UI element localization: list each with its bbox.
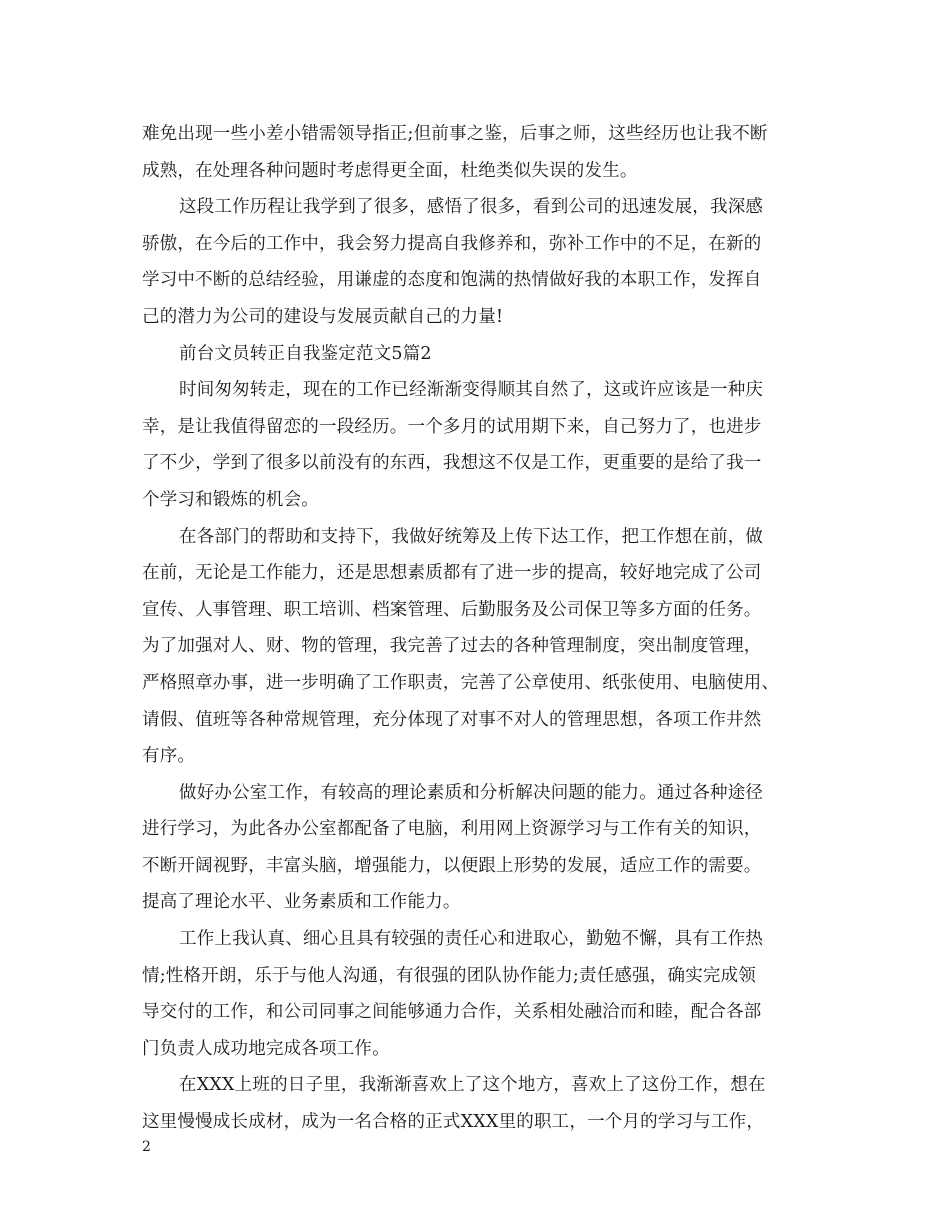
text-line: 为了加强对人、财、物的管理，我完善了过去的各种管理制度，突出制度管理， <box>142 636 762 657</box>
page-number: 2 <box>142 1139 151 1155</box>
text-line: 在前，无论是工作能力，还是思想素质都有了进一步的提高，较好地完成了公司 <box>142 563 762 584</box>
text-line: 门负责人成功地完成各项工作。 <box>142 1038 390 1059</box>
text-line: 成熟，在处理各种问题时考虑得更全面，杜绝类似失误的发生。 <box>142 160 638 181</box>
text-line: 不断开阔视野，丰富头脑，增强能力，以便跟上形势的发展，适应工作的需要。 <box>142 855 762 876</box>
text-line: 难免出现一些小差小错需领导指正;但前事之鉴，后事之师，这些经历也让我不断 <box>142 124 768 144</box>
text-line: 这段工作历程让我学到了很多，感悟了很多，看到公司的迅速发展，我深感 <box>179 197 764 218</box>
text-line: 个学习和锻炼的机会。 <box>142 489 319 510</box>
text-line: 进行学习，为此各办公室都配备了电脑，利用网上资源学习与工作有关的知识， <box>142 819 762 840</box>
text-line: 己的潜力为公司的建设与发展贡献自己的力量! <box>142 306 504 327</box>
text-line: 请假、值班等各种常规管理，充分体现了对事不对人的管理思想，各项工作井然 <box>142 709 762 730</box>
text-line: 严格照章办事，进一步明确了工作职责，完善了公章使用、纸张使用、电脑使用、 <box>142 672 780 693</box>
text-line: 学习中不断的总结经验，用谦虚的态度和饱满的热情做好我的本职工作，发挥自 <box>142 270 762 291</box>
text-line: 做好办公室工作，有较高的理论素质和分析解决问题的能力。通过各种途径 <box>179 782 764 803</box>
text-line: 时间匆匆转走，现在的工作已经渐渐变得顺其自然了，这或许应该是一种庆 <box>179 380 764 401</box>
text-line: 工作上我认真、细心且具有较强的责任心和进取心，勤勉不懈，具有工作热 <box>179 929 764 950</box>
text-line: 在各部门的帮助和支持下，我做好统筹及上传下达工作，把工作想在前，做 <box>179 526 764 547</box>
text-line: 提高了理论水平、业务素质和工作能力。 <box>142 892 461 913</box>
section-heading: 前台文员转正自我鉴定范文5篇2 <box>179 343 432 364</box>
text-line: 有序。 <box>142 746 196 767</box>
text-line: 情;性格开朗，乐于与他人沟通，有很强的团队协作能力;责任感强，确实完成领 <box>142 965 756 986</box>
text-line: 在XXX上班的日子里，我渐渐喜欢上了这个地方，喜欢上了这份工作，想在 <box>179 1075 766 1096</box>
text-line: 了不少，学到了很多以前没有的东西，我想这不仅是工作，更重要的是给了我一 <box>142 453 762 474</box>
text-line: 导交付的工作，和公司同事之间能够通力合作，关系相处融洽而和睦，配合各部 <box>142 1002 762 1023</box>
text-line: 骄傲，在今后的工作中，我会努力提高自我修养和，弥补工作中的不足，在新的 <box>142 233 762 254</box>
text-line: 宣传、人事管理、职工培训、档案管理、后勤服务及公司保卫等多方面的任务。 <box>142 599 762 620</box>
document-body <box>142 116 810 1141</box>
text-line: 这里慢慢成长成材，成为一名合格的正式XXX里的职工，一个月的学习与工作， <box>142 1112 765 1133</box>
text-line: 幸，是让我值得留恋的一段经历。一个多月的试用期下来，自己努力了，也进步 <box>142 416 762 437</box>
